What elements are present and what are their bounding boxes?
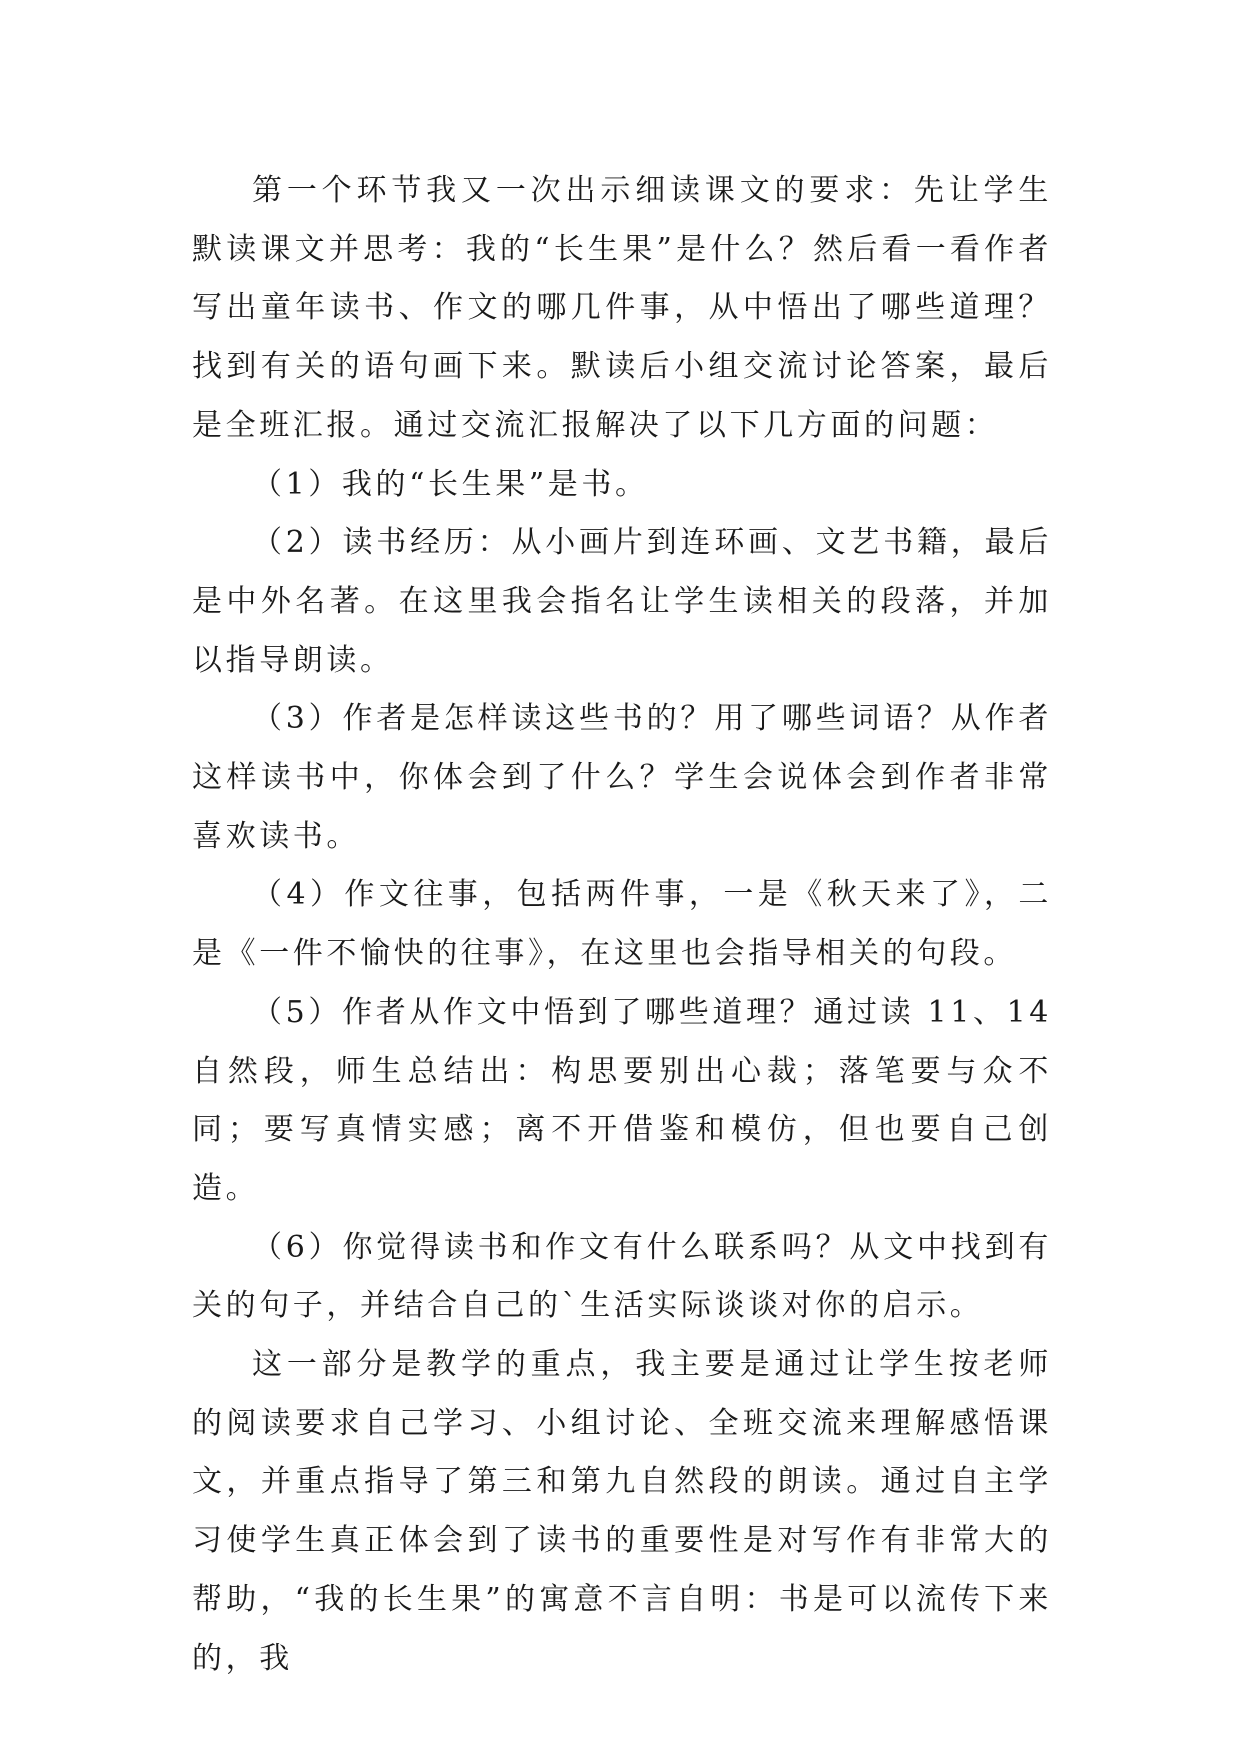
- paragraph-summary: 这一部分是教学的重点，我主要是通过让学生按老师的阅读要求自己学习、小组讨论、全班交流来理解感悟课文，并重点指导了第三和第九自然段的朗读。通过自主学习使学生真正体会到了读书的重要性是对写作有非常大的帮助，“我的长生果”的寓意不言自明：书是可以流传下来的，我: [192, 1347, 1052, 1676]
- paragraph-point-4: （4）作文往事，包括两件事，一是《秋天来了》，二是《一件不愉快的往事》，在这里也会指导相关的句段。: [192, 877, 1052, 972]
- paragraph-point-3: （3）作者是怎样读这些书的？用了哪些词语？从作者这样读书中，你体会到了什么？学生会说体会到作者非常喜欢读书。: [192, 701, 1052, 854]
- paragraph-point-1: （1）我的“长生果”是书。: [252, 466, 649, 502]
- document-body: [192, 162, 1052, 1688]
- paragraph-point-5: （5）作者从作文中悟到了哪些道理？通过读 11、14 自然段，师生总结出：构思要别出心裁；落笔要与众不同；要写真情实感；离不开借鉴和模仿，但也要自己创造。: [192, 994, 1052, 1206]
- paragraph-point-6: （6）你觉得读书和作文有什么联系吗？从文中找到有关的句子，并结合自己的`生活实际谈谈对你的启示。: [192, 1229, 1052, 1324]
- paragraph-point-2: （2）读书经历：从小画片到连环画、文艺书籍，最后是中外名著。在这里我会指名让学生读相关的段落，并加以指导朗读。: [192, 525, 1052, 678]
- paragraph-intro: 第一个环节我又一次出示细读课文的要求：先让学生默读课文并思考：我的“长生果”是什么？然后看一看作者写出童年读书、作文的哪几件事，从中悟出了哪些道理？找到有关的语句画下来。默读后小组交流讨论答案，最后是全班汇报。通过交流汇报解决了以下几方面的问题：: [192, 173, 1052, 443]
